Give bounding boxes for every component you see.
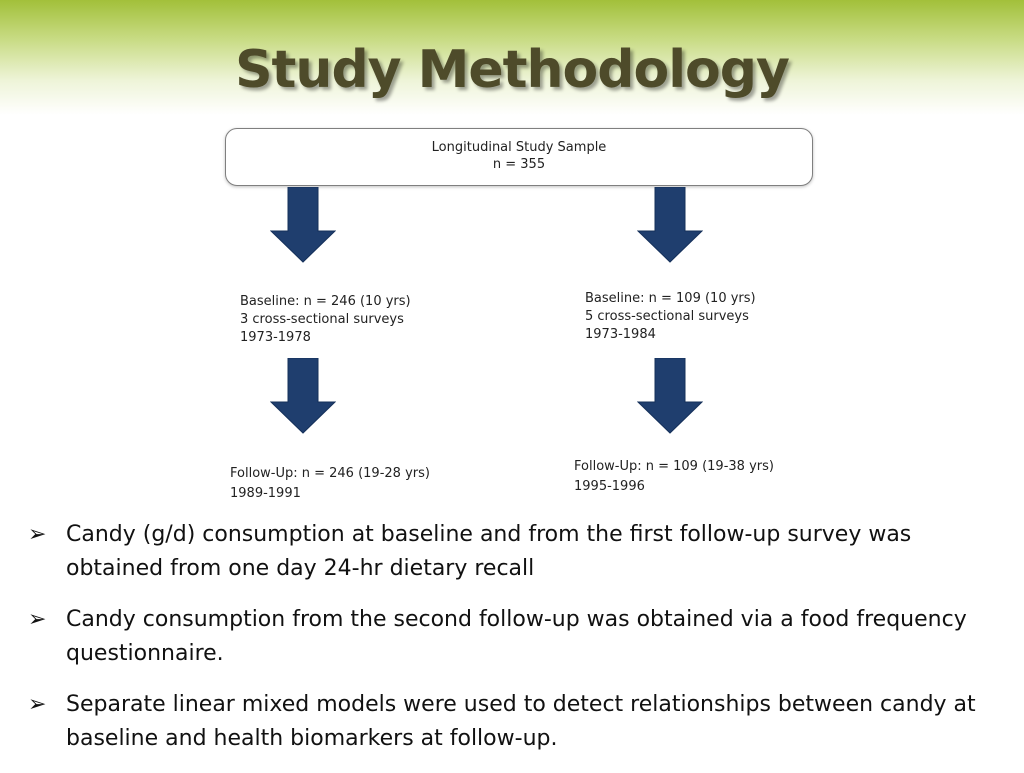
down-arrow-icon xyxy=(637,358,703,434)
down-arrow-icon xyxy=(270,187,336,263)
arrowhead-bullet-icon: ➢ xyxy=(28,522,47,547)
right-followup-node xyxy=(574,457,774,497)
bullet-list xyxy=(28,518,998,773)
left-baseline-years: 1973-1978 xyxy=(240,330,311,345)
arrowhead-bullet-icon: ➢ xyxy=(28,607,47,632)
right-baseline-node xyxy=(585,290,756,344)
list-item xyxy=(28,603,998,671)
right-baseline-years: 1973-1984 xyxy=(585,327,656,342)
slide-title: Study Methodology xyxy=(235,40,789,100)
longitudinal-sample-box xyxy=(225,128,813,186)
right-followup-count: Follow-Up: n = 109 (19-38 yrs) xyxy=(574,459,774,474)
list-item xyxy=(28,518,998,586)
bullet-text: Separate linear mixed models were used to detect relationships between candy at baseline and health biomarkers at follow-up. xyxy=(66,692,976,751)
right-baseline-surveys: 5 cross-sectional surveys xyxy=(585,309,749,324)
left-followup-node xyxy=(230,464,430,504)
list-item xyxy=(28,688,998,756)
left-followup-count: Follow-Up: n = 246 (19-28 yrs) xyxy=(230,466,430,481)
left-baseline-node xyxy=(240,293,411,347)
left-followup-years: 1989-1991 xyxy=(230,486,301,501)
bullet-text: Candy (g/d) consumption at baseline and from the first follow-up survey was obtained from one day 24-hr dietary recall xyxy=(66,522,912,581)
down-arrow-icon xyxy=(637,187,703,263)
sample-box-label: Longitudinal Study Sample xyxy=(431,140,607,155)
left-baseline-count: Baseline: n = 246 (10 yrs) xyxy=(240,294,411,309)
sample-box-count: n = 355 xyxy=(492,157,546,172)
right-followup-years: 1995-1996 xyxy=(574,479,645,494)
left-baseline-surveys: 3 cross-sectional surveys xyxy=(240,312,404,327)
bullet-text: Candy consumption from the second follow-up was obtained via a food frequency questionnaire. xyxy=(66,607,967,666)
right-baseline-count: Baseline: n = 109 (10 yrs) xyxy=(585,291,756,306)
down-arrow-icon xyxy=(270,358,336,434)
arrowhead-bullet-icon: ➢ xyxy=(28,692,47,717)
